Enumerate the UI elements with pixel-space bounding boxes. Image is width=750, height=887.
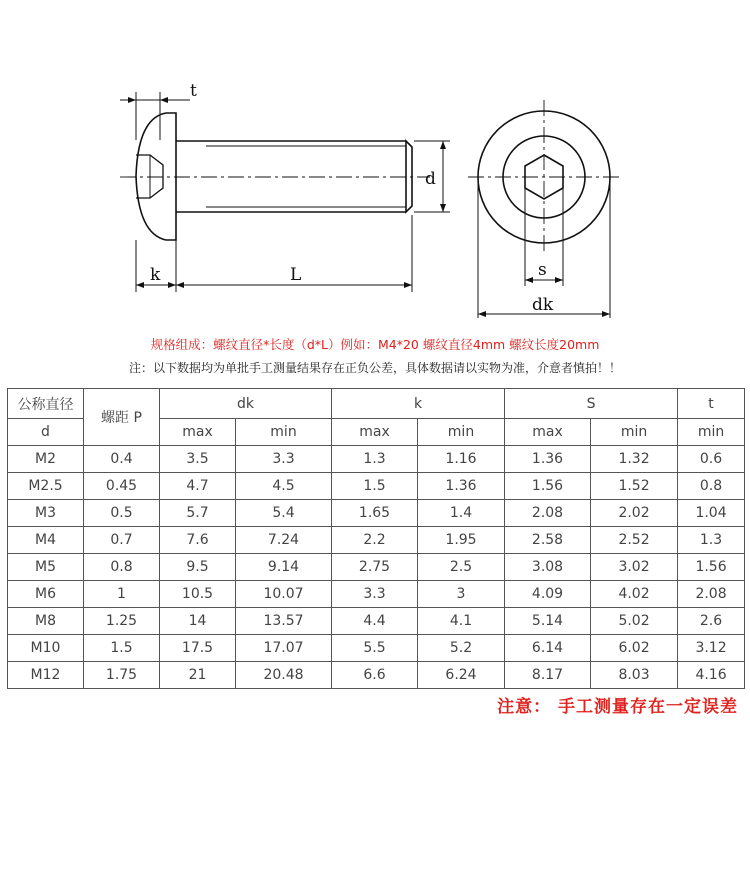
table-cell: 2.58 (505, 527, 591, 554)
table-cell: 0.4 (84, 446, 160, 473)
table-cell: 17.07 (236, 635, 332, 662)
subheader-min: min (418, 419, 505, 446)
table-cell: 1.3 (332, 446, 418, 473)
dimension-table (7, 388, 745, 689)
header-nominal-sub: d (8, 419, 84, 446)
subheader-max: max (332, 419, 418, 446)
subheader-max: max (160, 419, 236, 446)
table-cell: 1.65 (332, 500, 418, 527)
table-cell: 1.32 (591, 446, 678, 473)
label-L: L (290, 265, 302, 285)
table-cell: 1.95 (418, 527, 505, 554)
table-cell: 1 (84, 581, 160, 608)
table-cell: 2.75 (332, 554, 418, 581)
table-cell: M6 (8, 581, 84, 608)
table-cell: M2 (8, 446, 84, 473)
table-cell: M2.5 (8, 473, 84, 500)
table-row (8, 608, 745, 635)
table-cell: 2.52 (591, 527, 678, 554)
table-cell: 0.8 (678, 473, 745, 500)
table-cell: 5.4 (236, 500, 332, 527)
subheader-min: min (678, 419, 745, 446)
header-pitch: 螺距 P (84, 389, 160, 446)
table-cell: 1.5 (84, 635, 160, 662)
table-cell: M12 (8, 662, 84, 689)
table-cell: 1.04 (678, 500, 745, 527)
table-cell: 6.6 (332, 662, 418, 689)
label-d: d (425, 169, 436, 189)
subheader-min: min (236, 419, 332, 446)
table-cell: 0.45 (84, 473, 160, 500)
table-cell: 3.08 (505, 554, 591, 581)
table-cell: 3.5 (160, 446, 236, 473)
table-cell: 1.25 (84, 608, 160, 635)
table-cell: 9.5 (160, 554, 236, 581)
table-cell: 5.7 (160, 500, 236, 527)
table-cell: 21 (160, 662, 236, 689)
table-cell: 8.03 (591, 662, 678, 689)
table-cell: 5.5 (332, 635, 418, 662)
table-cell: M10 (8, 635, 84, 662)
table-cell: 5.2 (418, 635, 505, 662)
table-cell: 0.5 (84, 500, 160, 527)
table-cell: 10.07 (236, 581, 332, 608)
subheader-max: max (505, 419, 591, 446)
table-cell: 2.6 (678, 608, 745, 635)
table-cell: 2.02 (591, 500, 678, 527)
header-nominal: 公称直径 (8, 389, 84, 419)
table-cell: 3 (418, 581, 505, 608)
table-cell: 4.4 (332, 608, 418, 635)
table-cell: 1.4 (418, 500, 505, 527)
table-cell: M4 (8, 527, 84, 554)
table-cell: 4.7 (160, 473, 236, 500)
measurement-warning: 注意： 手工测量存在一定误差 (497, 697, 738, 717)
spec-composition-text: 规格组成：螺纹直径*长度（d*L）例如：M4*20 螺纹直径4mm 螺纹长度20mm (150, 337, 600, 352)
table-cell: 6.02 (591, 635, 678, 662)
table-cell: 7.24 (236, 527, 332, 554)
table-cell: 2.08 (678, 581, 745, 608)
table-cell: 0.7 (84, 527, 160, 554)
table-row (8, 635, 745, 662)
label-k: k (150, 265, 161, 285)
table-row (8, 527, 745, 554)
table-cell: 0.8 (84, 554, 160, 581)
table-cell: 4.02 (591, 581, 678, 608)
table-cell: 9.14 (236, 554, 332, 581)
table-cell: 3.3 (236, 446, 332, 473)
label-s: s (538, 260, 547, 280)
table-cell: 3.02 (591, 554, 678, 581)
table-cell: 1.5 (332, 473, 418, 500)
table-cell: 13.57 (236, 608, 332, 635)
table-cell: 3.12 (678, 635, 745, 662)
table-cell: 2.5 (418, 554, 505, 581)
table-cell: 1.56 (505, 473, 591, 500)
table-cell: 4.16 (678, 662, 745, 689)
table-row (8, 662, 745, 689)
screw-technical-drawing (0, 0, 750, 330)
table-cell: 1.16 (418, 446, 505, 473)
table-cell: 17.5 (160, 635, 236, 662)
table-cell: 20.48 (236, 662, 332, 689)
table-cell: 6.24 (418, 662, 505, 689)
table-cell: 1.3 (678, 527, 745, 554)
header-s: S (505, 389, 678, 419)
table-cell: 8.17 (505, 662, 591, 689)
table-row (8, 500, 745, 527)
label-t: t (190, 81, 197, 101)
table-cell: 1.52 (591, 473, 678, 500)
label-dk: dk (532, 295, 554, 315)
table-cell: 2.08 (505, 500, 591, 527)
table-cell: 14 (160, 608, 236, 635)
table-cell: 2.2 (332, 527, 418, 554)
header-k: k (332, 389, 505, 419)
table-cell: 10.5 (160, 581, 236, 608)
table-cell: 5.14 (505, 608, 591, 635)
table-cell: 4.1 (418, 608, 505, 635)
table-cell: 4.09 (505, 581, 591, 608)
table-row (8, 446, 745, 473)
header-dk: dk (160, 389, 332, 419)
table-row (8, 581, 745, 608)
table-cell: 7.6 (160, 527, 236, 554)
table-cell: 0.6 (678, 446, 745, 473)
subheader-min: min (591, 419, 678, 446)
table-cell: 1.36 (505, 446, 591, 473)
header-t: t (678, 389, 745, 419)
table-cell: M8 (8, 608, 84, 635)
table-row (8, 473, 745, 500)
table-cell: 6.14 (505, 635, 591, 662)
table-cell: M3 (8, 500, 84, 527)
table-cell: 3.3 (332, 581, 418, 608)
table-cell: 5.02 (591, 608, 678, 635)
table-row (8, 554, 745, 581)
table-cell: 1.75 (84, 662, 160, 689)
table-cell: M5 (8, 554, 84, 581)
measurement-note-text: 注：以下数据均为单批手工测量结果存在正负公差，具体数据请以实物为准，介意者慎拍！！ (128, 361, 621, 375)
table-cell: 1.36 (418, 473, 505, 500)
table-cell: 4.5 (236, 473, 332, 500)
screw-head-outline (136, 113, 176, 240)
table-cell: 1.56 (678, 554, 745, 581)
